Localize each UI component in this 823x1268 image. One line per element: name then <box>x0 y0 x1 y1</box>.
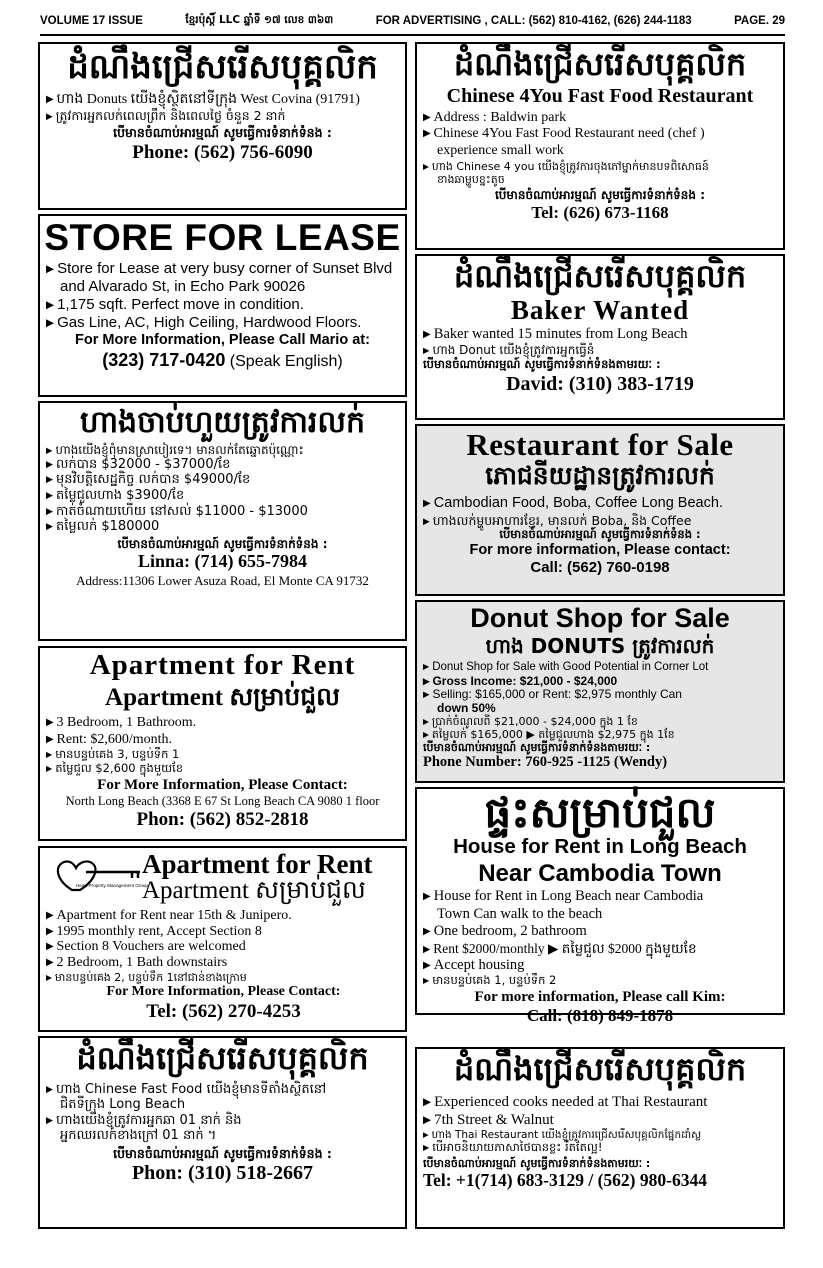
ad-title: Donut Shop for Sale <box>470 603 730 633</box>
ad-line: ▶ Donut Shop for Sale with Good Potential in Corner Lot <box>423 661 777 675</box>
contact-prompt: For More Information, Please Contact: <box>106 983 341 999</box>
ad-line: ▶ One bedroom, 2 bathroom <box>423 923 777 940</box>
ad-line: ខាងឆាម្ហូបខ្នះតូច <box>437 173 505 187</box>
ad-baker-wanted <box>415 254 785 420</box>
phone-number: Call: (562) 760-0198 <box>530 559 670 577</box>
ad-title: Apartment for Rent <box>142 849 373 879</box>
ad-line: ▶ កាត់ចំណាយហើយ នៅសល់ $11000 - $13000 <box>46 504 399 520</box>
ad-line: ▶ បើអាចនិយាយភាសាថៃបានខ្លះ រឹតតែល្អ! <box>423 1141 777 1155</box>
ad-title: ដំណឹងជ្រើសរើសបុគ្គលិក <box>453 45 747 83</box>
phone-number: Linna: (714) 655-7984 <box>137 551 307 572</box>
publisher-label: ខ្មែរប៉ុស្តិ៍ LLC ឆ្នាំទី ១៧ លេខ ៣៦៣ <box>185 13 334 26</box>
ad-line: ▶ ហាង Thai Restaurant យើងខ្ញុំត្រូវការជ្រើសរើសបុគ្គលិកផ្នែកដាំស្ល <box>423 1129 777 1142</box>
ad-line: ▶ Cambodian Food, Boba, Coffee Long Beach. <box>423 495 777 512</box>
ad-line: ▶ Section 8 Vouchers are welcomed <box>46 939 401 955</box>
phone-number: Phone: (562) 756-6090 <box>132 142 313 164</box>
heart-key-logo <box>52 856 149 894</box>
ad-line: ▶ លក់បាន $32000 - $37000/ខែ <box>46 457 399 473</box>
ad-line: Town Can walk to the beach <box>437 905 603 922</box>
ad-line: ▶ មានបន្ទប់គេង 1, បន្ទប់ទឹក 2 <box>423 974 777 988</box>
ad-line: ▶ Rent: $2,600/month. <box>46 732 399 749</box>
ad-address: Address:11306 Lower Asuza Road, El Monte CA 91732 <box>76 572 369 588</box>
ad-line: ▶ 3 Bedroom, 1 Bathroom. <box>46 715 399 732</box>
contact-prompt: បើមានចំណាប់អារម្មណ៍ សូមធ្វើការទំនាក់ទំនង : <box>113 1145 332 1161</box>
ad-line: ▶ Apartment for Rent near 15th & Junipero. <box>46 908 401 924</box>
ad-line: ▶ 1995 monthly rent, Accept Section 8 <box>46 924 401 940</box>
contact-prompt: បើមានចំណាប់អារម្មណ៍ សូមធ្វើការទំនាក់ទំនង : <box>499 526 701 541</box>
ad-line: ▶ 7th Street & Walnut <box>423 1111 777 1129</box>
ad-subtitle-2: Near Cambodia Town <box>478 859 722 887</box>
ad-title: ដំណឹងជ្រើសរើសបុគ្គលិក <box>453 257 747 295</box>
ad-subtitle: Apartment សម្រាប់ជួល <box>105 683 340 711</box>
ad-title: ដំណឹងជ្រើសរើសបុគ្គលិក <box>453 1050 747 1088</box>
ad-line: ▶ 1,175 sqft. Perfect move in condition. <box>46 296 399 314</box>
ad-lottery-shop-for-sale <box>38 401 407 641</box>
contact-prompt: បើមានចំណាប់អារម្មណ៍ សូមធ្វើការទំនាក់ទំនង : <box>117 536 328 551</box>
contact-prompt: បើមានចំណាប់អារម្មណ៍ សូមធ្វើការទំនាក់ទំនងតាមរយៈ : <box>423 1156 651 1170</box>
ad-line: ▶ Experienced cooks needed at Thai Restaurant <box>423 1093 777 1111</box>
advertising-contact: FOR ADVERTISING , CALL: (562) 810-4162, (626) 244-1183 <box>375 15 692 27</box>
ad-title: ផ្ទះសម្រាប់ជួល <box>484 788 716 837</box>
ad-title: STORE FOR LEASE <box>44 217 401 258</box>
ad-line: ▶ Store for Lease at very busy corner of Sunset Blvd <box>46 260 399 278</box>
ad-line: ▶ ហាងយើងខ្ញុំត្រូវការអ្នកឆា 01 នាក់ និង <box>46 1113 399 1129</box>
phone-number: Phon: (310) 518-2667 <box>131 1161 314 1184</box>
ad-line: ▶ តម្លៃលក់ $165,000 ▶ តម្លៃជួលហាង $2,975 ក្នុង 1ខែ <box>423 728 777 741</box>
ad-line: ▶ Gross Income: $21,000 - $24,000 <box>423 675 777 688</box>
ad-line: ▶ 2 Bedroom, 1 Bath downstairs <box>46 955 401 971</box>
ad-subtitle: ភោជនីយដ្ឋានត្រូវការលក់ <box>485 461 715 491</box>
ad-apartment-north-long-beach <box>38 646 407 841</box>
page-number: PAGE. 29 <box>734 15 785 27</box>
ad-line: ▶ តម្លៃជួលហាង $3900/ខែ <box>46 488 399 504</box>
page-header <box>40 8 785 36</box>
phone-number: Tel: (562) 270-4253 <box>146 1000 301 1022</box>
phone-number: Tel: (626) 673-1168 <box>531 202 669 222</box>
ad-line: ▶ មានបន្ទប់គេង 3, បន្ទប់ទឹក 1 <box>46 748 399 762</box>
phone-number: (323) 717-0420 <box>102 349 226 370</box>
ad-job-thai-restaurant <box>415 1047 785 1229</box>
ad-line: ▶ Accept housing <box>423 957 777 974</box>
ad-house-for-rent-long-beach <box>415 787 785 1026</box>
ad-title: Restaurant for Sale <box>466 427 734 462</box>
ad-line: ជិតទីក្រុង Long Beach <box>60 1097 186 1113</box>
phone-note: (Speak English) <box>225 352 343 370</box>
ad-address: North Long Beach (3368 E 67 St Long Beach CA 9080 1 floor <box>65 793 380 808</box>
ad-subtitle: Baker Wanted <box>510 294 690 325</box>
ad-title: ដំណឹងជ្រើសរើសបុគ្គលិក <box>67 47 378 87</box>
contact-prompt: For More Information, Please Contact: <box>97 776 348 793</box>
contact-prompt-en: For more information, Please contact: <box>469 541 731 558</box>
ad-donut-shop-for-sale <box>415 600 785 783</box>
ad-line: ▶ តម្លៃជួល $2,600 ក្នុងមួយខែ <box>46 762 399 776</box>
ad-line: ▶ ហាងយើងខ្ញុំពុំមានស្រាបៀរទេ។ មានលក់តែឆ្នោតប៉ុណ្ណោះ <box>46 443 399 457</box>
volume-label: VOLUME 17 ISSUE <box>40 15 143 27</box>
logo-text: Heart Property Management Group <box>75 883 149 888</box>
ad-title: ដំណឹងជ្រើសរើសបុគ្គលិក <box>76 1039 369 1077</box>
contact-prompt: For More Information, Please Call Mario at: <box>75 332 370 349</box>
phone-number: Call: (818) 849-1878 <box>526 1006 674 1026</box>
contact-prompt: បើមានចំណាប់អារម្មណ៍ សូមធ្វើការទំនាក់ទំនង : <box>113 125 332 141</box>
phone-number: Phon: (562) 852-2818 <box>136 808 309 830</box>
ad-line: ▶ House for Rent in Long Beach near Cambodia <box>423 888 777 905</box>
ad-line: ▶ ហាង Donuts យើងខ្ញុំស្ថិតនៅទីក្រុង West Covina (91791) <box>46 92 399 109</box>
ad-line: ▶ ហាង Chinese Fast Food យើងខ្ញុំមានទីតាំងស្ថិតនៅ <box>46 1082 399 1098</box>
ad-line: experience small work <box>437 143 564 159</box>
phone-line <box>46 350 399 372</box>
ad-line: ▶ Rent $2000/monthly ▶ តម្លៃជួល $2000 ក្នុងមួយខែ <box>423 941 777 957</box>
ad-subtitle: Chinese 4You Fast Food Restaurant <box>446 84 754 107</box>
ad-line: ▶ Selling: $165,000 or Rent: $2,975 monthly Can <box>423 688 777 701</box>
ad-line: ▶ ហាង Donut យើងខ្ញុំត្រូវការអ្នកធ្វើនំ <box>423 343 777 357</box>
ad-line: ▶ ត្រូវការអ្នកលក់ពេលព្រឹក និងពេលថ្ងៃ ចំនួន 2 នាក់ <box>46 108 399 123</box>
contact-prompt: For more information, Please call Kim: <box>474 989 726 1006</box>
ad-line: ▶ Baker wanted 15 minutes from Long Beach <box>423 326 777 343</box>
ad-line: ▶ មុនវិបត្តិសេដ្ឋកិច្ច លក់បាន $49000/ខែ <box>46 472 399 488</box>
ad-job-chinese-fast-food-long-beach <box>38 1036 407 1229</box>
ad-line: ▶ ប្រាក់ចំណូលពី $21,000 - $24,000 ក្នុង 1 ខែ <box>423 715 777 728</box>
ad-line: down 50% <box>437 700 496 715</box>
ad-line: ▶ Chinese 4You Fast Food Restaurant need (chef ) <box>423 126 777 143</box>
ad-line: ▶ Address : Baldwin park <box>423 110 777 127</box>
ad-line: អ្នកឈរលក់ខាងក្រៅ 01 នាក់ ។ <box>60 1128 217 1144</box>
phone-number: Phone Number: 760-925 -1125 (Wendy) <box>423 754 668 771</box>
ad-subtitle: Apartment សម្រាប់ជួល <box>142 877 366 904</box>
ad-store-for-lease <box>38 214 407 397</box>
ad-line: ▶ Gas Line, AC, High Ceiling, Hardwood Floors. <box>46 314 399 332</box>
ad-title: ហាងចាប់ហួយត្រូវការលក់ <box>79 405 366 440</box>
ad-subtitle: House for Rent in Long Beach <box>453 835 747 859</box>
ad-line: ▶ ហាង Chinese 4 you យើងខ្ញុំត្រូវការចុងភៅម្នាក់មានបទពិសោធន៍ <box>423 160 777 173</box>
ad-line: and Alvarado St, in Echo Park 90026 <box>60 278 306 296</box>
ad-job-chinese-4you <box>415 42 785 250</box>
ad-line: ▶ តម្លៃលក់ $180000 <box>46 519 399 535</box>
phone-number: David: (310) 383-1719 <box>506 372 694 395</box>
ad-line: ▶ ហាងលក់ម្ហូបអាហារខ្មែរ, មានលក់ Boba, និង Coffee <box>423 513 777 528</box>
phone-number: Tel: +1(714) 683-3129 / (562) 980-6344 <box>423 1170 707 1191</box>
ad-title: Apartment for Rent <box>89 649 356 681</box>
contact-prompt: បើមានចំណាប់អារម្មណ៍ សូមធ្វើការទំនាក់ទំនងតាមរយៈ : <box>423 741 651 755</box>
ad-restaurant-for-sale <box>415 424 785 596</box>
ad-job-donuts-west-covina <box>38 42 407 210</box>
ad-subtitle: ហាង DONUTS ត្រូវការលក់ <box>485 634 715 659</box>
ad-apartment-junipero <box>38 846 407 1032</box>
ad-line: ▶ មានបន្ទប់គេង 2, បន្ទប់ទឹក 1នៅជាន់ខាងក្រោម <box>46 971 401 984</box>
contact-prompt: បើមានចំណាប់អារម្មណ៍ សូមធ្វើការទំនាក់ទំនងតាមរយៈ : <box>423 356 661 371</box>
contact-prompt: បើមានចំណាប់អារម្មណ៍ សូមធ្វើការទំនាក់ទំនង : <box>494 188 706 203</box>
